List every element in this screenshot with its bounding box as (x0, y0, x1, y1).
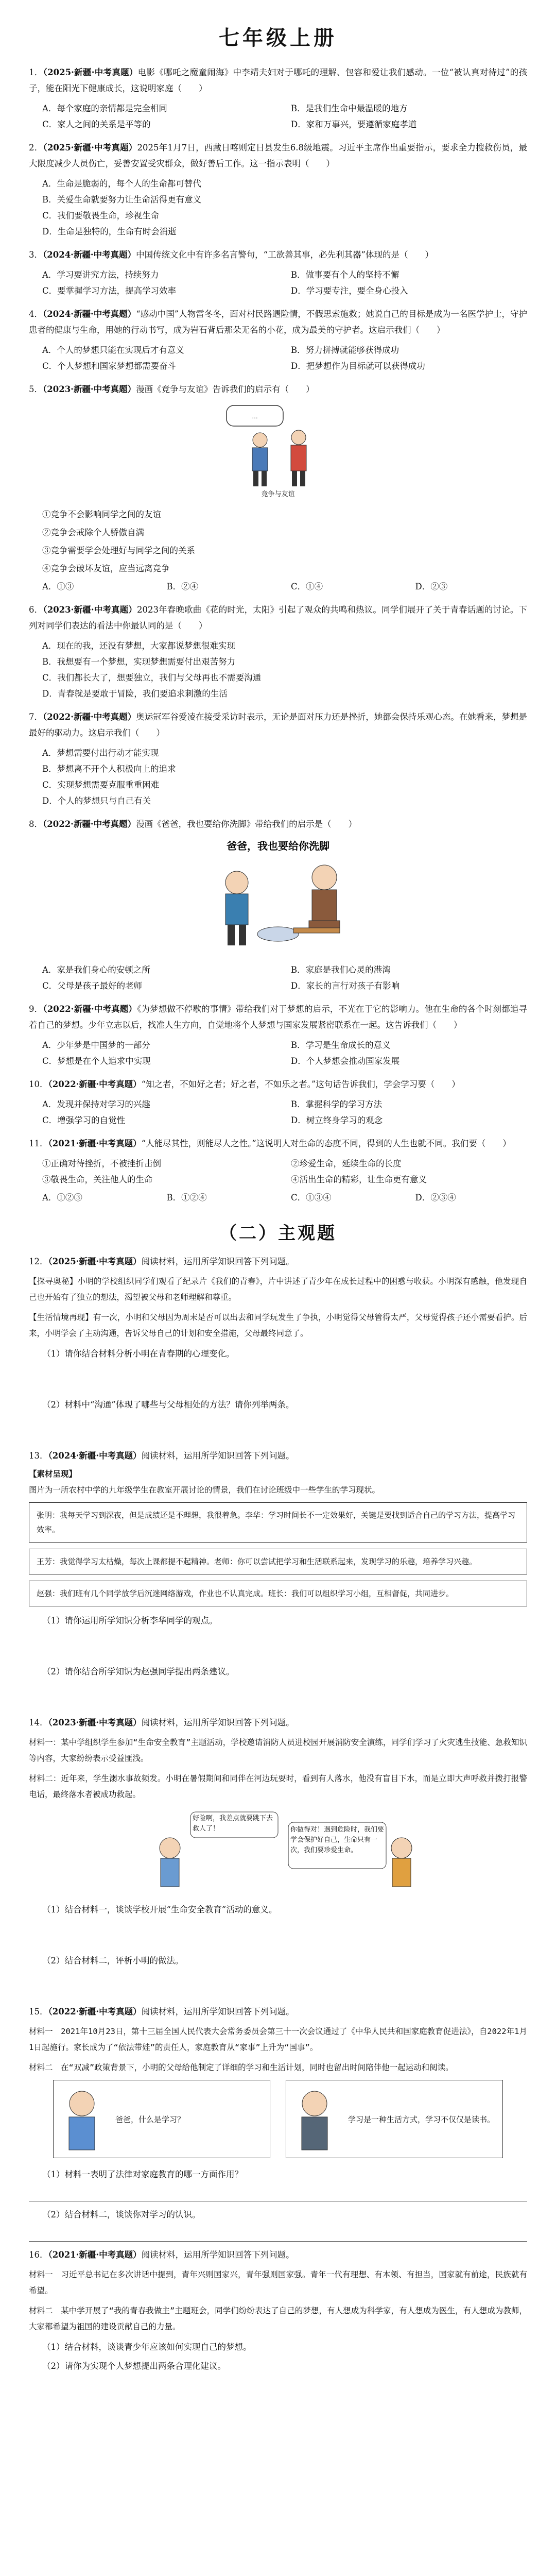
question-text: 2025年1月7日，西藏日喀则定日县发生6.8级地震。习近平主席作出重要指示，要求全力搜救伤员，最大限度减少人员伤亡，妥善安置受灾群众，做好善后工作。这一指示表明（ ） (29, 143, 527, 168)
material-1: 材料一：某中学组织学生参加“生命安全教育”主题活动，学校邀请消防人员进校园开展消防安全演练，同学们学习了火灾逃生技能、急救知识等内容，大家纷纷表示受益匪浅。 (29, 1738, 527, 1763)
sub-question-2: （2）请你为实现个人梦想提出两条合理化建议。 (42, 2361, 226, 2371)
cartoon-illustration (170, 836, 386, 955)
option-b: B．关爱生命就要努力让生命活得更有意义 (42, 195, 202, 205)
question-text: 阅读材料，运用所学知识回答下列问题。 (141, 1718, 294, 1727)
question-10 (29, 1076, 527, 1128)
option-b: B．学习是生命成长的意义 (291, 1040, 391, 1050)
dialogue-panel-text-2: 学习是一种生活方式，学习不仅仅是读书。 (348, 2115, 495, 2124)
option-d: D．家和万事兴，要遵循家庭孝道 (291, 120, 417, 129)
answer-line (29, 2185, 527, 2201)
option-c: C．我们要敬畏生命，珍视生命 (42, 211, 160, 221)
sub-question-2: （2）材料中“沟通”体现了哪些与父母相处的方法？请你列举两条。 (42, 1400, 294, 1410)
question-source: （2025·新疆·中考真题） (43, 67, 138, 77)
option-c: C．我们都长大了，想要独立，我们与父母再也不需要沟通 (42, 673, 262, 683)
option-d: D．个人的梦想只与自己有关 (42, 796, 151, 806)
question-number: 1． (29, 67, 43, 77)
question-source: （2025·新疆·中考真题） (48, 1257, 142, 1266)
question-5 (29, 381, 527, 595)
material-1: 材料一 习近平总书记在多次讲话中提到，青年兴则国家兴，青年强则国家强。青年一代有理想、有本领、有担当，国家就有前途，民族就有希望。 (29, 2270, 527, 2295)
question-number: 13． (29, 1451, 48, 1461)
option-b: B．掌握科学的学习方法 (291, 1099, 383, 1109)
option-a: A．个人的梦想只能在实现后才有意义 (42, 345, 184, 355)
material-label: 【素材呈现】 (29, 1469, 77, 1479)
question-number: 15． (29, 2007, 48, 2016)
option-b: B．是我们生命中最温暖的地方 (291, 104, 408, 113)
question-text: “知之者，不如好之者；好之者，不如乐之者。”这句话告诉我们，学会学习要（ ） (141, 1079, 460, 1089)
option-a: A．发现并保持对学习的兴趣 (42, 1099, 150, 1109)
option-c: C．父母是孩子最好的老师 (42, 981, 143, 991)
sub-question-1: （1）结合材料一，谈谈学校开展“生命安全教育”活动的意义。 (42, 1905, 277, 1914)
question-text: 电影《哪吒之魔童闹海》中李靖夫妇对于哪吒的理解、包容和爱让我们感动。一位“被认真对待过”的孩子，能在阳光下健康成长，这说明家庭（ ） (29, 67, 527, 93)
option-a: A．现在的我，还没有梦想，大家都说梦想很难实现 (42, 641, 235, 651)
option-a: A．家是我们身心的安顿之所 (42, 965, 150, 975)
question-number: 6． (29, 605, 43, 615)
answer-space (29, 1972, 527, 2004)
question-8 (29, 816, 527, 994)
material-2: 材料二 某中学开展了“我的青春我做主”主题班会，同学们纷纷表达了自己的梦想，有人想成为科学家，有人想成为医生，有人想成为教师，大家都希望为祖国的建设贡献自己的力量。 (29, 2306, 527, 2331)
question-text: 阅读材料，运用所学知识回答下列问题。 (141, 1257, 294, 1266)
question-number: 7． (29, 712, 43, 722)
option-d: D．生命是独特的，生命有时会消逝 (42, 227, 177, 236)
dialogue-panels (29, 2080, 527, 2158)
question-source: （2024·新疆·中考真题） (43, 250, 136, 260)
option-a: A．生命是脆弱的，每个人的生命都可替代 (42, 179, 201, 189)
answer-space (29, 1683, 527, 1715)
question-source: （2021·新疆·中考真题） (48, 2250, 142, 2260)
question-15 (29, 2004, 527, 2242)
question-text: 漫画《竞争与友谊》告诉我们的启示有（ ） (136, 384, 315, 394)
question-text: 漫画《爸爸，我也要给你洗脚》带给我们的启示是（ ） (136, 819, 357, 829)
speech-bubble-2: 你做得对！遇到危险时，我们要学会保护好自己，生命只有一次，我们要珍爱生命。 (290, 1825, 384, 1854)
option-b: B．梦想离不开个人积极向上的追求 (42, 764, 176, 774)
option-d: D．家长的言行对孩子有影响 (291, 981, 400, 991)
sub-question-2: （2）结合材料二，评析小明的做法。 (42, 1956, 184, 1965)
cartoon-competition-friendship (29, 401, 527, 499)
cartoon-caption: 竞争与友谊 (261, 490, 295, 498)
option-d: D．学习要专注，要全身心投入 (291, 286, 408, 296)
cartoon-wash-feet (29, 836, 527, 955)
option-a: A．①②③ (42, 1193, 82, 1202)
question-7 (29, 709, 527, 809)
question-source: （2024·新疆·中考真题） (43, 309, 136, 319)
option-c: C．①③④ (291, 1193, 332, 1202)
answer-space (29, 1365, 527, 1397)
question-14 (29, 1715, 527, 2004)
material-1: 材料一 2021年10月23日，第十三届全国人民代表大会常务委员会第三十一次会议通过了《中华人民共和国家庭教育促进法》，自2022年1月1日起施行。家长成为了“依法带娃”的责任人，家庭教育从“家事”上升为“国事”。 (29, 2027, 527, 2052)
question-text: 《为梦想做不停歇的事情》带给我们对于梦想的启示，不光在于它的影响力。他在生命的各个时刻都追寻着自己的梦想。少年立志以后，找准人生方向，自觉地将个人梦想与国家发展紧密联系在一起。这告诉我们（ ） (29, 1004, 528, 1030)
question-16 (29, 2247, 527, 2374)
question-text: 阅读材料，运用所学知识回答下列问题。 (141, 1451, 294, 1461)
sub-question-1: （1）材料一表明了法律对家庭教育的哪一方面作用？ (42, 2170, 243, 2179)
question-number: 4． (29, 309, 43, 319)
dialogue-illustration (134, 1807, 422, 1894)
question-source: （2022·新疆·中考真题） (48, 1079, 142, 1089)
section-heading-subjective: （二）主观题 (219, 1223, 337, 1244)
question-6 (29, 602, 527, 702)
option-d: D．个人梦想会推动国家发展 (291, 1056, 400, 1066)
sub-question-2: （2）请你结合所学知识为赵强同学提出两条建议。 (42, 1667, 235, 1676)
option-c: C．家人之间的关系是平等的 (42, 120, 151, 129)
option-a: A．每个家庭的亲情都是完全相同 (42, 104, 167, 113)
option-b: B．家庭是我们心灵的港湾 (291, 965, 391, 975)
option-c: C．梦想是在个人追求中实现 (42, 1056, 151, 1066)
question-text: “感动中国”人物雷冬冬，面对村民路遇险情，不假思索施救；她说自己的目标是成为一名医学护士，守护患者的健康与生命，用她的行动书写，成为岩石背后那朵无名的小花，成为最美的守护者。这启示我们（ ） (29, 309, 527, 335)
option-b: B．我想要有一个梦想，实现梦想需要付出艰苦努力 (42, 657, 236, 667)
question-source: （2023·新疆·中考真题） (48, 1718, 142, 1727)
cartoon-caption: 爸爸，我也要给你洗脚 (227, 841, 329, 852)
question-number: 16． (29, 2250, 48, 2260)
material-1: 【探寻奥秘】小明的学校组织同学们观看了纪录片《我们的青春》，片中讲述了青少年在成长过程中的困惑与收获。小明深有感触，他发现自己也开始有了独立的想法，渴望被父母和老师理解和尊重。 (29, 1277, 527, 1302)
dialogue-box-2: 王芳：我觉得学习太枯燥，每次上课都提不起精神。老师：你可以尝试把学习和生活联系起来，发现学习的乐趣，培养学习兴趣。 (29, 1549, 527, 1574)
option-c: C．个人梦想和国家梦想都需要奋斗 (42, 361, 177, 371)
question-number: 10． (29, 1079, 48, 1089)
question-number: 11． (29, 1139, 48, 1148)
question-number: 8． (29, 819, 43, 829)
dialogue-panel-text-1: 爸爸，什么是学习？ (115, 2115, 185, 2124)
question-12 (29, 1253, 527, 1448)
child-figure (54, 2083, 110, 2155)
svg-text:…: … (252, 413, 258, 420)
material-2: 【生活情境再现】有一次，小明和父母因为周末是否可以出去和同学玩发生了争执，小明觉得父母管得太严，父母觉得孩子还小需要看护。后来，小明学会了主动沟通，告诉父母自己的计划和安全措施，父母最终同意了。 (29, 1313, 527, 1338)
sub-question-2: （2）结合材料二，谈谈你对学习的认识。 (42, 2210, 201, 2219)
option-c: C．实现梦想需要克服重重困难 (42, 780, 160, 790)
sub-question-1: （1）请你结合材料分析小明在青春期的心理变化。 (42, 1349, 235, 1359)
answer-line (29, 2226, 527, 2242)
question-source: （2025·新疆·中考真题） (43, 143, 137, 152)
option-b: B．②④ (166, 582, 199, 591)
statement-3: ③竞争需要学会处理好与同学之间的关系 (42, 546, 195, 555)
statement-4: ④活出生命的精彩，让生命更有意义 (291, 1175, 427, 1184)
question-number: 12． (29, 1257, 48, 1266)
question-source: （2023·新疆·中考真题） (43, 605, 137, 615)
answer-space (29, 1416, 527, 1448)
question-text: 中国传统文化中有许多名言警句，“工欲善其事，必先利其器”体现的是（ ） (136, 250, 434, 260)
sub-question-1: （1）结合材料，谈谈青少年应该如何实现自己的梦想。 (42, 2342, 252, 2352)
option-b: B．努力拼搏就能够获得成功 (291, 345, 399, 355)
illustration-dialogue (29, 1807, 527, 1894)
option-a: A．少年梦是中国梦的一部分 (42, 1040, 150, 1050)
speech-bubble-1: 好险啊，我差点就要跳下去救人了！ (193, 1814, 273, 1832)
question-source: （2022·新疆·中考真题） (43, 819, 136, 829)
statement-2: ②竞争会戒除个人骄傲自满 (42, 528, 144, 537)
dialogue-box-1: 张明：我每天学习到深夜，但是成绩还是不理想，我很着急。李华：学习时间长不一定效果好，关键是要找到适合自己的学习方法，提高学习效率。 (29, 1502, 527, 1543)
question-text: 阅读材料，运用所学知识回答下列问题。 (141, 2007, 294, 2016)
material-intro: 图片为一所农村中学的九年级学生在教室开展讨论的情景，我们在讨论班级中一些学生的学习现状。 (29, 1485, 380, 1495)
question-1 (29, 64, 527, 132)
question-13 (29, 1448, 527, 1715)
option-b: B．做事要有个人的坚持不懈 (291, 270, 399, 280)
question-number: 2． (29, 143, 43, 152)
question-source: （2023·新疆·中考真题） (43, 384, 136, 394)
option-c: C．①④ (291, 582, 323, 591)
option-c: C．增强学习的自觉性 (42, 1115, 126, 1125)
cartoon-illustration (216, 401, 340, 499)
question-text: “人能尽其性，则能尽人之性。”这说明人对生命的态度不同，得到的人生也就不同。我们要（ ） (141, 1139, 511, 1148)
question-text: 奥运冠军谷爱凌在接受采访时表示，无论是面对压力还是挫折，她都会保持乐观心态。在她看来，梦想是最好的驱动力。这启示我们（ ） (29, 712, 527, 738)
material-2: 材料二 在“双减”政策背景下，小明的父母给他制定了详细的学习和生活计划，同时也留出时间陪伴他一起运动和阅读。 (29, 2063, 454, 2072)
question-number: 9． (29, 1004, 43, 1014)
option-d: D．②③④ (415, 1193, 456, 1202)
question-source: （2022·新疆·中考真题） (48, 2007, 142, 2016)
dialogue-panel-parent (286, 2080, 503, 2158)
answer-space (29, 1921, 527, 1953)
dialogue-panel-child (53, 2080, 270, 2158)
question-number: 5． (29, 384, 43, 394)
option-d: D．把梦想作为目标就可以获得成功 (291, 361, 425, 371)
question-2 (29, 140, 527, 240)
statement-1: ①竞争不会影响同学之间的友谊 (42, 510, 161, 519)
answer-space (29, 1632, 527, 1664)
sub-question-1: （1）请你运用所学知识分析李华同学的观点。 (42, 1616, 218, 1625)
statement-3: ③敬畏生命，关注他人的生命 (42, 1175, 153, 1184)
option-d: D．树立终身学习的观念 (291, 1115, 383, 1125)
option-a: A．①③ (42, 582, 74, 591)
material-2: 材料二：近年来，学生溺水事故频发。小明在暑假期间和同伴在河边玩耍时，看到有人落水，他没有盲目下水，而是立即大声呼救并拨打报警电话，最终落水者被成功救起。 (29, 1774, 527, 1799)
option-d: D．青春就是要敢于冒险，我们要追求刺激的生活 (42, 689, 228, 699)
option-c: C．要掌握学习方法，提高学习效率 (42, 286, 177, 296)
parent-figure (286, 2083, 343, 2155)
question-text: 2023年春晚歌曲《花的时光，太阳》引起了观众的共鸣和热议。同学们展开了关于青春话题的讨论。下列对同学们表达的看法中你最认同的是（ ） (29, 605, 528, 631)
question-text: 阅读材料，运用所学知识回答下列问题。 (141, 2250, 294, 2260)
option-a: A．学习要讲究方法，持续努力 (42, 270, 159, 280)
question-3 (29, 247, 527, 299)
statement-4: ④竞争会破坏友谊，应当远离竞争 (42, 564, 170, 573)
question-9 (29, 1001, 527, 1069)
question-source: （2024·新疆·中考真题） (48, 1451, 142, 1461)
statement-1: ①正确对待挫折，不被挫折击倒 (42, 1159, 161, 1168)
question-number: 14． (29, 1718, 48, 1727)
question-source: （2022·新疆·中考真题） (43, 712, 136, 722)
question-source: （2022·新疆·中考真题） (43, 1004, 137, 1014)
option-a: A．梦想需要付出行动才能实现 (42, 748, 159, 758)
page-title: 七年级上册 (219, 26, 337, 50)
question-number: 3． (29, 250, 43, 260)
question-11 (29, 1136, 527, 1206)
option-b: B．①②④ (166, 1193, 207, 1202)
question-4 (29, 306, 527, 374)
dialogue-box-3: 赵强：我们班有几个同学放学后沉迷网络游戏，作业也不认真完成。班长：我们可以组织学习小组，互相督促，共同进步。 (29, 1581, 527, 1606)
question-source: （2021·新疆·中考真题） (48, 1139, 142, 1148)
statement-2: ②珍爱生命，延续生命的长度 (291, 1159, 402, 1168)
option-d: D．②③ (415, 582, 448, 591)
